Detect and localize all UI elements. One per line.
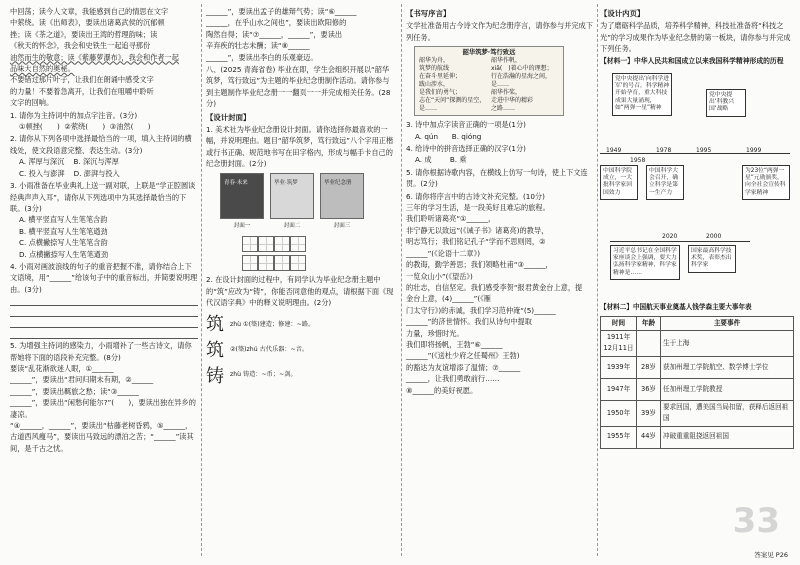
answer-line[interactable] — [10, 328, 198, 339]
timeline-axis — [610, 241, 750, 242]
tianzige-grid-row-2[interactable] — [242, 255, 396, 271]
option[interactable]: C. 点横撇捺写人生笔笔含韵 — [19, 238, 108, 248]
column-1 — [10, 6, 198, 454]
fill-in-line[interactable]: ______，让我们勇敢前行…… — [406, 374, 500, 384]
question-5: 5. 为增强主持词的感染力，小雨增补了一些古诗文，请你帮她将下面的语段补充完整。(8分) 要读“乱花渐欲迷人眼，①______ ______”，要读出“君问归期未有期，②______ ______”，要读出羁旅之愁；读“③______ ______”，要读出“闲愁何能尔?”( )，要读出独在异乡的凄凉。 “④______，______”，要读出“枯藤老树昏鸦，⑤______， 古道西风瘦马”，要读出马致远的漂泊之苦；“______”读其 间，是千古之忧。 — [10, 340, 198, 454]
answer-blank[interactable]: ①顿挫( ) — [19, 122, 60, 132]
character-zhu: 筑 — [206, 314, 224, 336]
fill-in-line[interactable]: ______”(《论语十二章》) — [406, 248, 481, 258]
option[interactable]: B. 深沉与浑厚 — [73, 157, 119, 167]
fill-in-line[interactable]: 明志笃行；我们铭记孔子“学而不思则罔，② — [406, 237, 546, 247]
timeline-year: 1978 — [656, 146, 672, 154]
fill-in-line[interactable]: 门太守行》)的赤诚，我们学习范仲淹“(5)______ — [406, 305, 556, 315]
timeline-box: 习近平总书记在全国科学家座谈会上强调，要大力弘扬科学家精神，科学家精神是…… — [610, 245, 680, 281]
section-header: 【书写序言】 — [406, 9, 451, 18]
timeline-box: 党中央提出‘科教兴国’战略 — [706, 89, 746, 117]
timeline-box: 中国科学大会召开，确立科学是第一生产力 — [646, 165, 684, 201]
table-row: 1939年 28岁 获加州理工学院航空、数学博士学位 — [601, 356, 794, 378]
tianzige-grid-row-1[interactable] — [242, 236, 396, 252]
timeline-axis — [600, 153, 790, 154]
question-3: 3. 小雨准备在毕业典礼上送一副对联，上联是“学正腔圆谈经典声声入耳”，请你从下列选项中为其选择最恰当的下联。(3分) A. 横平竖直写人生笔笔含韵 B. 横平竖直写人生笔笔遒劲 C. 点横撇捺写人生笔笔含韵 D. 点横撇捺写人生笔笔遒劲 — [10, 180, 198, 260]
cover-two-image[interactable]: 毕业·筑梦 — [270, 173, 314, 219]
timeline-box: 为23位“两弹一星”元勋颁奖，向全社会宣传科学家精神 — [742, 165, 790, 201]
events-table — [600, 316, 794, 449]
section-intro: 八、(2025 青海省卷) 毕业在即，学生会组织开展以“韶华筑梦，笃行致远”为主题的毕业纪念册制作活动。请你参与到主题制作毕业纪念册一一翻页一一并完成相关任务。(28分) — [206, 65, 391, 109]
col1-intro: 中回荡；读今人文章，我能感到自己的情思在文字 中萦绕。读《出师表》，要读出诸葛武侯的沉郁顿 挫；读《茶之道》，要读出王湾的哲理韵味；读 《秋天的怀念》，我会和史铁生一起追寻那份 油然而生的敬意；读《紫藤萝瀑布》，我会和作者一起 品味大自然的奥秘。 不要错过那片叶子，让我们在朗诵中感受文字 的力量！不要着急离开，让我们在咀嚼中聆听 文字的回响。 — [10, 7, 179, 108]
answer-blank[interactable]: ②萦绕( ) — [64, 122, 106, 132]
answer-line[interactable] — [10, 317, 198, 328]
option[interactable]: C. 投入与澎湃 — [19, 168, 65, 178]
option[interactable]: A. qún — [415, 131, 439, 141]
table-row: 1950年 39岁 要求回国，遭美国当局扣留，获释后返回祖国 — [601, 400, 794, 426]
timeline-diagram — [600, 69, 794, 231]
section-header: 【设计内页】 — [600, 9, 645, 18]
question-6-complete: 6. 请你将序言中的古诗文补充完整。(10分) 三年的学习生活，是一段美好且难忘的旅程。 我们聆听诸葛亮“①______， 非宁静无以致远”(《诫子书》诸葛亮)的教导， 明志笃行；我们铭记孔子“学而不思则罔，② ______”(《论语十二章》) 的教诲，勤学善思；我们领略杜甫“③______， 一览众山小”(《望岳》) 的壮志，自信坚定。我们感受李贺“报君黄金台上意，提 金台上意，(4)______”(《雁 门太守行》)的赤诚，我们学习范仲淹“(5)______ ______”的济世情怀。我们从诗句中提取 力量，珍惜时光。 我们即将扬帆，王勃“⑥______ ______”(《送杜少府之任蜀州》王勃) 的豁达为友谊增添了温情；⑦______ ______，让我们勇敢前行…… ⑧______的美好祝愿。 — [406, 191, 594, 396]
character-zhu-cast: 铸 — [206, 366, 224, 388]
timeline-year: 1999 — [746, 146, 762, 154]
option[interactable]: B. qióng — [451, 131, 482, 141]
timeline-box: 中国科学院成立，一大批科学家回国效力 — [600, 165, 638, 201]
timeline-year: 1949 — [606, 146, 622, 154]
cover-three-image[interactable]: 毕业纪念册 — [320, 173, 364, 219]
option[interactable]: D. 澎湃与投入 — [73, 168, 120, 178]
column-4: 【设计内页】 为了磨砺科学品质，培养科学精神，科技社准备将“科技之光”的学习成果作为毕业纪念册的第一板块，请你参与并完成下列任务。 【材料一】中华人民共和国成立以来我国科学精神形成的历程 党中央提出‘向科学进军’的号召，科学精神开始孕育，重大科技成果大量涌现，如“两弹一星”精神 党中央提出‘科教兴国’战略 1949 1978 1995 1999 1958 中国科学院成立，一大批科学家回国效力 中国科学大会召开，确立科学是第一生产力 为23位“两弹一星”元勋颁奖，向全社会宣传科学家精神 2020 2000 习近平总书记在全国科学家座谈会上强调，要大力弘扬科学家精神，科学家精神是…… 国家最高科学技术奖，表彰杰出科学家 【材料二】中国航天事业奠基人钱学森主要大事年表 时间 年龄 主要事件 1911年12月11日 生于上海 1939年 28岁 获加州理工学院航空、数学博士学位 1947年 36岁 任加州理工学院教授 1950年 39岁 要求回国，遭美国当局扣留，获释后返回祖国 1955年 44岁 冲破重重阻挠返回祖国 — [600, 6, 794, 449]
fill-in-line[interactable]: ______”，要读出“闲愁何能尔?”( )，要读出独在异乡的凄凉。 — [10, 398, 196, 419]
fill-in-line[interactable]: ______”，要读出李白的乐观豪迈。 — [206, 52, 318, 62]
question-zhu: 2. 在设计封面的过程中，有同学认为毕业纪念册主题中的“筑”应改为“铸”，你能否同意他的观点，请根据下面《现代汉语字典》中的释义说明理由。(2分) — [206, 275, 394, 307]
question-2: 2. 请你从下列各项中选择最恰当的一项，填入主持词的横线处，使文段语意完整、表达生动。(3分) A. 浑厚与深沉 B. 深沉与浑厚 C. 投入与澎湃 D. 澎湃与投入 — [10, 134, 192, 178]
answer-line[interactable] — [10, 295, 198, 306]
fill-in-line[interactable]: 陶然自得；读“⑦______，______”，要读出 — [206, 29, 343, 39]
timeline-box: 党中央提出‘向科学进军’的号召，科学精神开始孕育，重大科技成果大量涌现，如“两弹一星”精神 — [612, 73, 672, 116]
poem-box: 韶华筑梦·笃行致远 韶华为舟， 筑梦的航线 在奋斗里延伸； 跋山涉水， 是我们的勇气； 志在“天问”探测的星空， 是…… 韶华作帆， xiā( )着心中的理想； 行在浩瀚的星海之间， 是…… 韶华作桨， 走进中华的精彩 之路…… — [414, 46, 564, 116]
option[interactable]: D. 点横撇捺写人生笔笔遒劲 — [19, 249, 109, 259]
fill-in-line[interactable]: ______”的济世情怀。我们从诗句中提取 — [406, 317, 532, 327]
answer-line[interactable] — [10, 306, 198, 317]
fill-in-line[interactable]: 间，是千古之忧。 — [10, 443, 68, 453]
cover-labels: 封面一 封面二 封面三 — [233, 222, 351, 229]
fill-in-line[interactable]: 古道西风瘦马”，要读出马致远的漂泊之苦；“______”读其 — [10, 432, 194, 442]
section-header: 【设计封面】 — [206, 112, 251, 122]
fill-in-line[interactable]: ______”(《送杜少府之任蜀州》王勃) — [406, 351, 520, 361]
column-divider — [401, 4, 402, 556]
column-3: 【书写序言】 文学社准备用古今诗文作为纪念册序言，请你参与并完成下列任务。 韶华筑梦·笃行致远 韶华为舟， 筑梦的航线 在奋斗里延伸； 跋山涉水， 是我们的勇气； 志在“天问”探测的星空， 是…… 韶华作帆， xiā( )着心中的理想； 行在浩瀚的星海之间， 是…… 韶华作桨， 走进中华的精彩 之路…… 3. 诗中加点字读音正确的一项是(1分) A. qún B. qióng 4. 给诗中的拼音选择正确的汉字(1分) A. 成 B. 乘 5. 请你根据诗歌内容，在横线上仿写一句诗，使上下文连贯。(2分) 6. 请你将序言中的古诗文补充完整。(10分) 三年的学习生活，是一段美好且难忘的旅程。 我们聆听诸葛亮“①______， 非宁静无以致远”(《诫子书》诸葛亮)的教导， 明志笃行；我们铭记孔子“学而不思则罔，② ______”(《论语十二章》) 的教诲，勤学善思；我们领略杜甫“③______， 一览众山小”(《望岳》) 的壮志，自信坚定。我们感受李贺“报君黄金台上意，提 金台上意，(4)______”(《雁 门太守行》)的赤诚，我们学习范仲淹“(5)______ ______”的济世情怀。我们从诗句中提取 力量，珍惜时光。 我们即将扬帆，王勃“⑥______ ______”(《送杜少府之任蜀州》王勃) 的豁达为友谊增添了温情；⑦______ ______，让我们勇敢前行…… ⑧______的美好祝愿。 — [406, 9, 593, 395]
option[interactable]: A. 浑厚与深沉 — [19, 157, 65, 167]
table-row: 1911年12月11日 生于上海 — [601, 331, 794, 357]
material-one-title: 【材料一】中华人民共和国成立以来我国科学精神形成的历程 — [600, 56, 784, 65]
column-divider — [201, 4, 202, 556]
cover-one-image[interactable]: 青春·未来 — [220, 173, 264, 219]
timeline-year: 1995 — [696, 146, 712, 154]
table-row: 1955年 44岁 冲破重重阻挠返回祖国 — [601, 426, 794, 448]
question-4-character: 4. 给诗中的拼音选择正确的汉字(1分) A. 成 B. 乘 — [406, 144, 526, 165]
question-cover: 1. 美术社为毕业纪念册设计封面。请你选择你最喜欢的一幅，并说明理由。题目“韶华筑梦，笃行致远”八个字用正楷或行书正确、规范地书写在田字格内，形成与幅手卡自己的纪念册封面。(2分) — [206, 125, 394, 169]
fill-in-line[interactable]: 金台上意，(4)______”(《雁 — [406, 294, 491, 304]
fill-in-line[interactable]: ______”，要读出羁旅之愁；读“③______ — [10, 386, 139, 396]
column-divider — [597, 4, 598, 556]
answer-reference: 答案见 P26 — [754, 551, 788, 559]
option[interactable]: A. 成 — [415, 155, 432, 165]
timeline-year: 2020 — [662, 232, 678, 240]
option[interactable]: A. 横平竖直写人生笔笔含韵 — [19, 215, 108, 225]
column-2 — [206, 6, 396, 390]
fill-in-line[interactable]: 我们聆听诸葛亮“①______， — [406, 214, 496, 224]
fill-in-line[interactable]: 辛弃疾的壮志未酬；读“⑧______ — [206, 41, 310, 51]
timeline-box: 国家最高科学技术奖，表彰杰出科学家 — [688, 245, 736, 273]
question-1: 1. 请你为主持词中的加点字注音。(3分) ①顿挫( ) ②萦绕( ) ③油然( ) — [10, 110, 151, 132]
fill-in-line[interactable]: 我们即将扬帆，王勃“⑥______ — [406, 339, 503, 349]
option[interactable]: B. 乘 — [449, 155, 467, 165]
fill-in-line[interactable]: ⑧______的美好祝愿。 — [406, 385, 478, 395]
fill-in-line[interactable]: ______”，要读出孟子的雄辩气势；读“⑥______ — [206, 7, 357, 16]
table-header-row: 时间 年龄 主要事件 — [601, 316, 794, 330]
timeline-lower — [600, 231, 794, 301]
cover-options — [220, 173, 396, 219]
fill-in-line[interactable]: 要读“乱花渐欲迷人眼，①______ — [10, 363, 114, 373]
fill-in-line[interactable]: 的豁达为友谊增添了温情；⑦______ — [406, 362, 521, 372]
question-3-pronunciation: 3. 诗中加点字读音正确的一项是(1分) A. qún B. qióng — [406, 120, 526, 141]
character-zhu: 筑 — [206, 340, 224, 362]
option[interactable]: B. 横平竖直写人生笔笔遒劲 — [19, 226, 108, 236]
timeline-year: 2000 — [706, 232, 722, 240]
fill-in-line[interactable]: ______，在乎山水之间也”，要读出欧阳修的 — [206, 18, 347, 28]
timeline-year: 1958 — [630, 156, 646, 164]
dictionary-entries: 筑 筑 铸 zhù ①(築)建造；修建：~路。 ②(築)zhú 古代乐器：~音。 zhù 铸造：~币；~剑。 — [206, 312, 396, 390]
question-4: 4. 小雨对画波浪线的句子的重音把握不准，请你结合上下文语境，用“______”给该句子中的重音标出，并简要说明理由。(3分) — [10, 261, 198, 339]
fill-in-line[interactable]: 的教诲，勤学善思；我们领略杜甫“③______， — [406, 260, 553, 270]
fill-in-line[interactable]: ______”，要读出“君问归期未有期，②______ — [10, 375, 154, 385]
question-5-imitate: 5. 请你根据诗歌内容，在横线上仿写一句诗，使上下文连贯。(2分) — [406, 167, 588, 189]
col2-continued — [206, 6, 396, 63]
table-row: 1947年 36岁 任加州理工学院教授 — [601, 378, 794, 400]
fill-in-line[interactable]: “④______，______”，要读出“枯藤老树昏鸦，⑤______， — [10, 421, 193, 430]
material-two-title: 【材料二】中国航天事业奠基人钱学森主要大事年表 — [600, 302, 752, 311]
answer-blank[interactable]: ③油然( ) — [109, 122, 151, 132]
page-number-watermark: 33 — [732, 501, 780, 541]
